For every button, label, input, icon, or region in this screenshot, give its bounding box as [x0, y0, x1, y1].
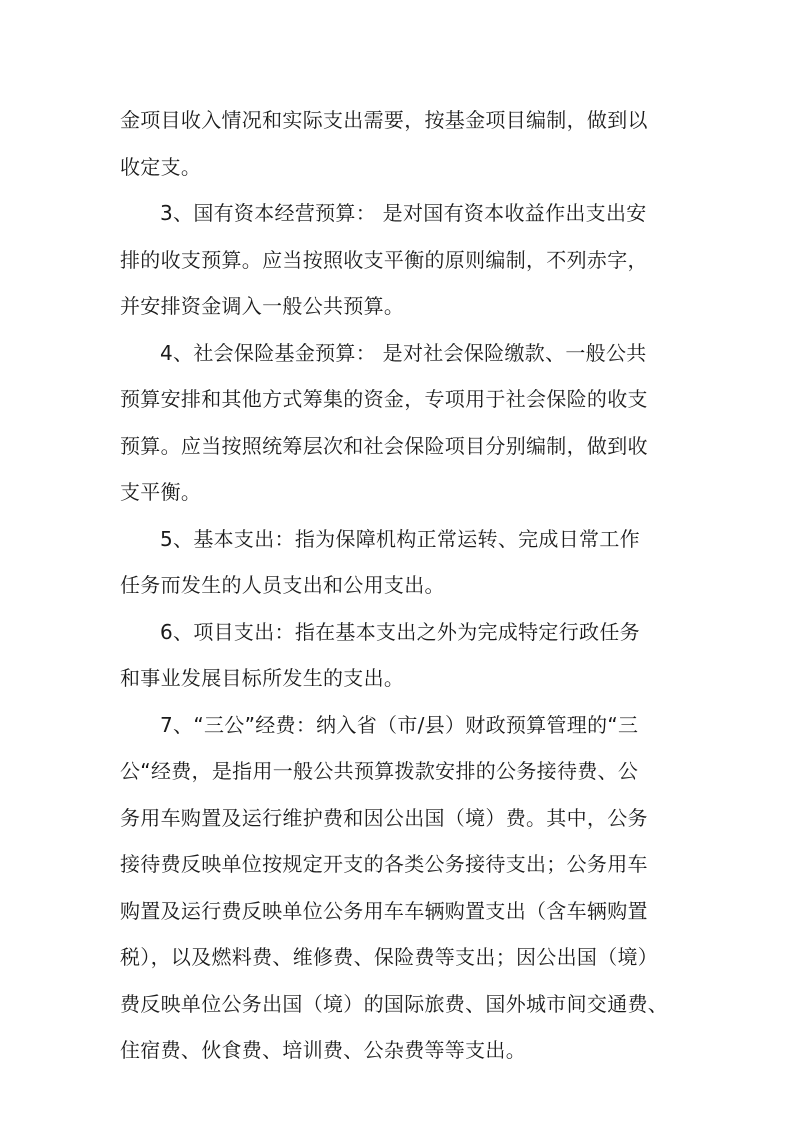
text-line: 费反映单位公务出国（境）的国际旅费、国外城市间交通费、: [120, 991, 669, 1016]
text-line: 收定支。: [120, 154, 202, 179]
text-line: 5、基本支出：指为保障机构正常运转、完成日常工作: [160, 526, 640, 551]
text-line: 6、项目支出：指在基本支出之外为完成特定行政任务: [160, 619, 640, 644]
text-line: 和事业发展目标所发生的支出。: [120, 666, 405, 690]
text-line: 税），以及燃料费、维修费、保险费等支出；因公出国（境）: [120, 945, 659, 969]
text-line: 3、国有资本经营预算： 是对国有资本收益作出支出安: [160, 201, 647, 225]
text-line: 住宿费、伙食费、培训费、公杂费等等支出。: [120, 1038, 526, 1062]
text-line: 预算。应当按照统筹层次和社会保险项目分别编制，做到收: [120, 433, 648, 458]
text-line: 接待费反映单位按规定开支的各类公务接待支出；公务用车: [120, 852, 648, 876]
text-line: 购置及运行费反映单位公务用车车辆购置支出（含车辆购置: [120, 898, 648, 923]
paragraph-basic-expenditure: [120, 516, 680, 609]
text-line: 预算安排和其他方式筹集的资金，专项用于社会保险的收支: [120, 387, 648, 411]
text-line: 金项目收入情况和实际支出需要，按基金项目编制，做到以: [120, 108, 648, 132]
text-line: 公“经费，是指用一般公共预算拨款安排的公务接待费、公: [120, 759, 639, 783]
text-line: 4、社会保险基金预算： 是对社会保险缴款、一般公共: [160, 340, 647, 365]
text-line: 支平衡。: [120, 480, 202, 504]
text-line: 7、“三公”经费：纳入省（市/县）财政预算管理的“三: [160, 712, 639, 737]
text-line: 任务而发生的人员支出和公用支出。: [120, 573, 445, 597]
document-body: [120, 97, 680, 1074]
text-line: 并安排资金调入一般公共预算。: [120, 294, 405, 318]
text-line: 排的收支预算。应当按照收支平衡的原则编制，不列赤字，: [120, 247, 648, 272]
paragraph-project-expenditure: [120, 609, 680, 702]
paragraph-three-public-expenses: [120, 702, 680, 1074]
text-line: 务用车购置及运行维护费和因公出国（境）费。其中，公务: [120, 805, 648, 830]
paragraph-continuation: [120, 97, 680, 190]
paragraph-social-insurance-budget: [120, 330, 680, 516]
paragraph-state-capital-budget: [120, 190, 680, 330]
